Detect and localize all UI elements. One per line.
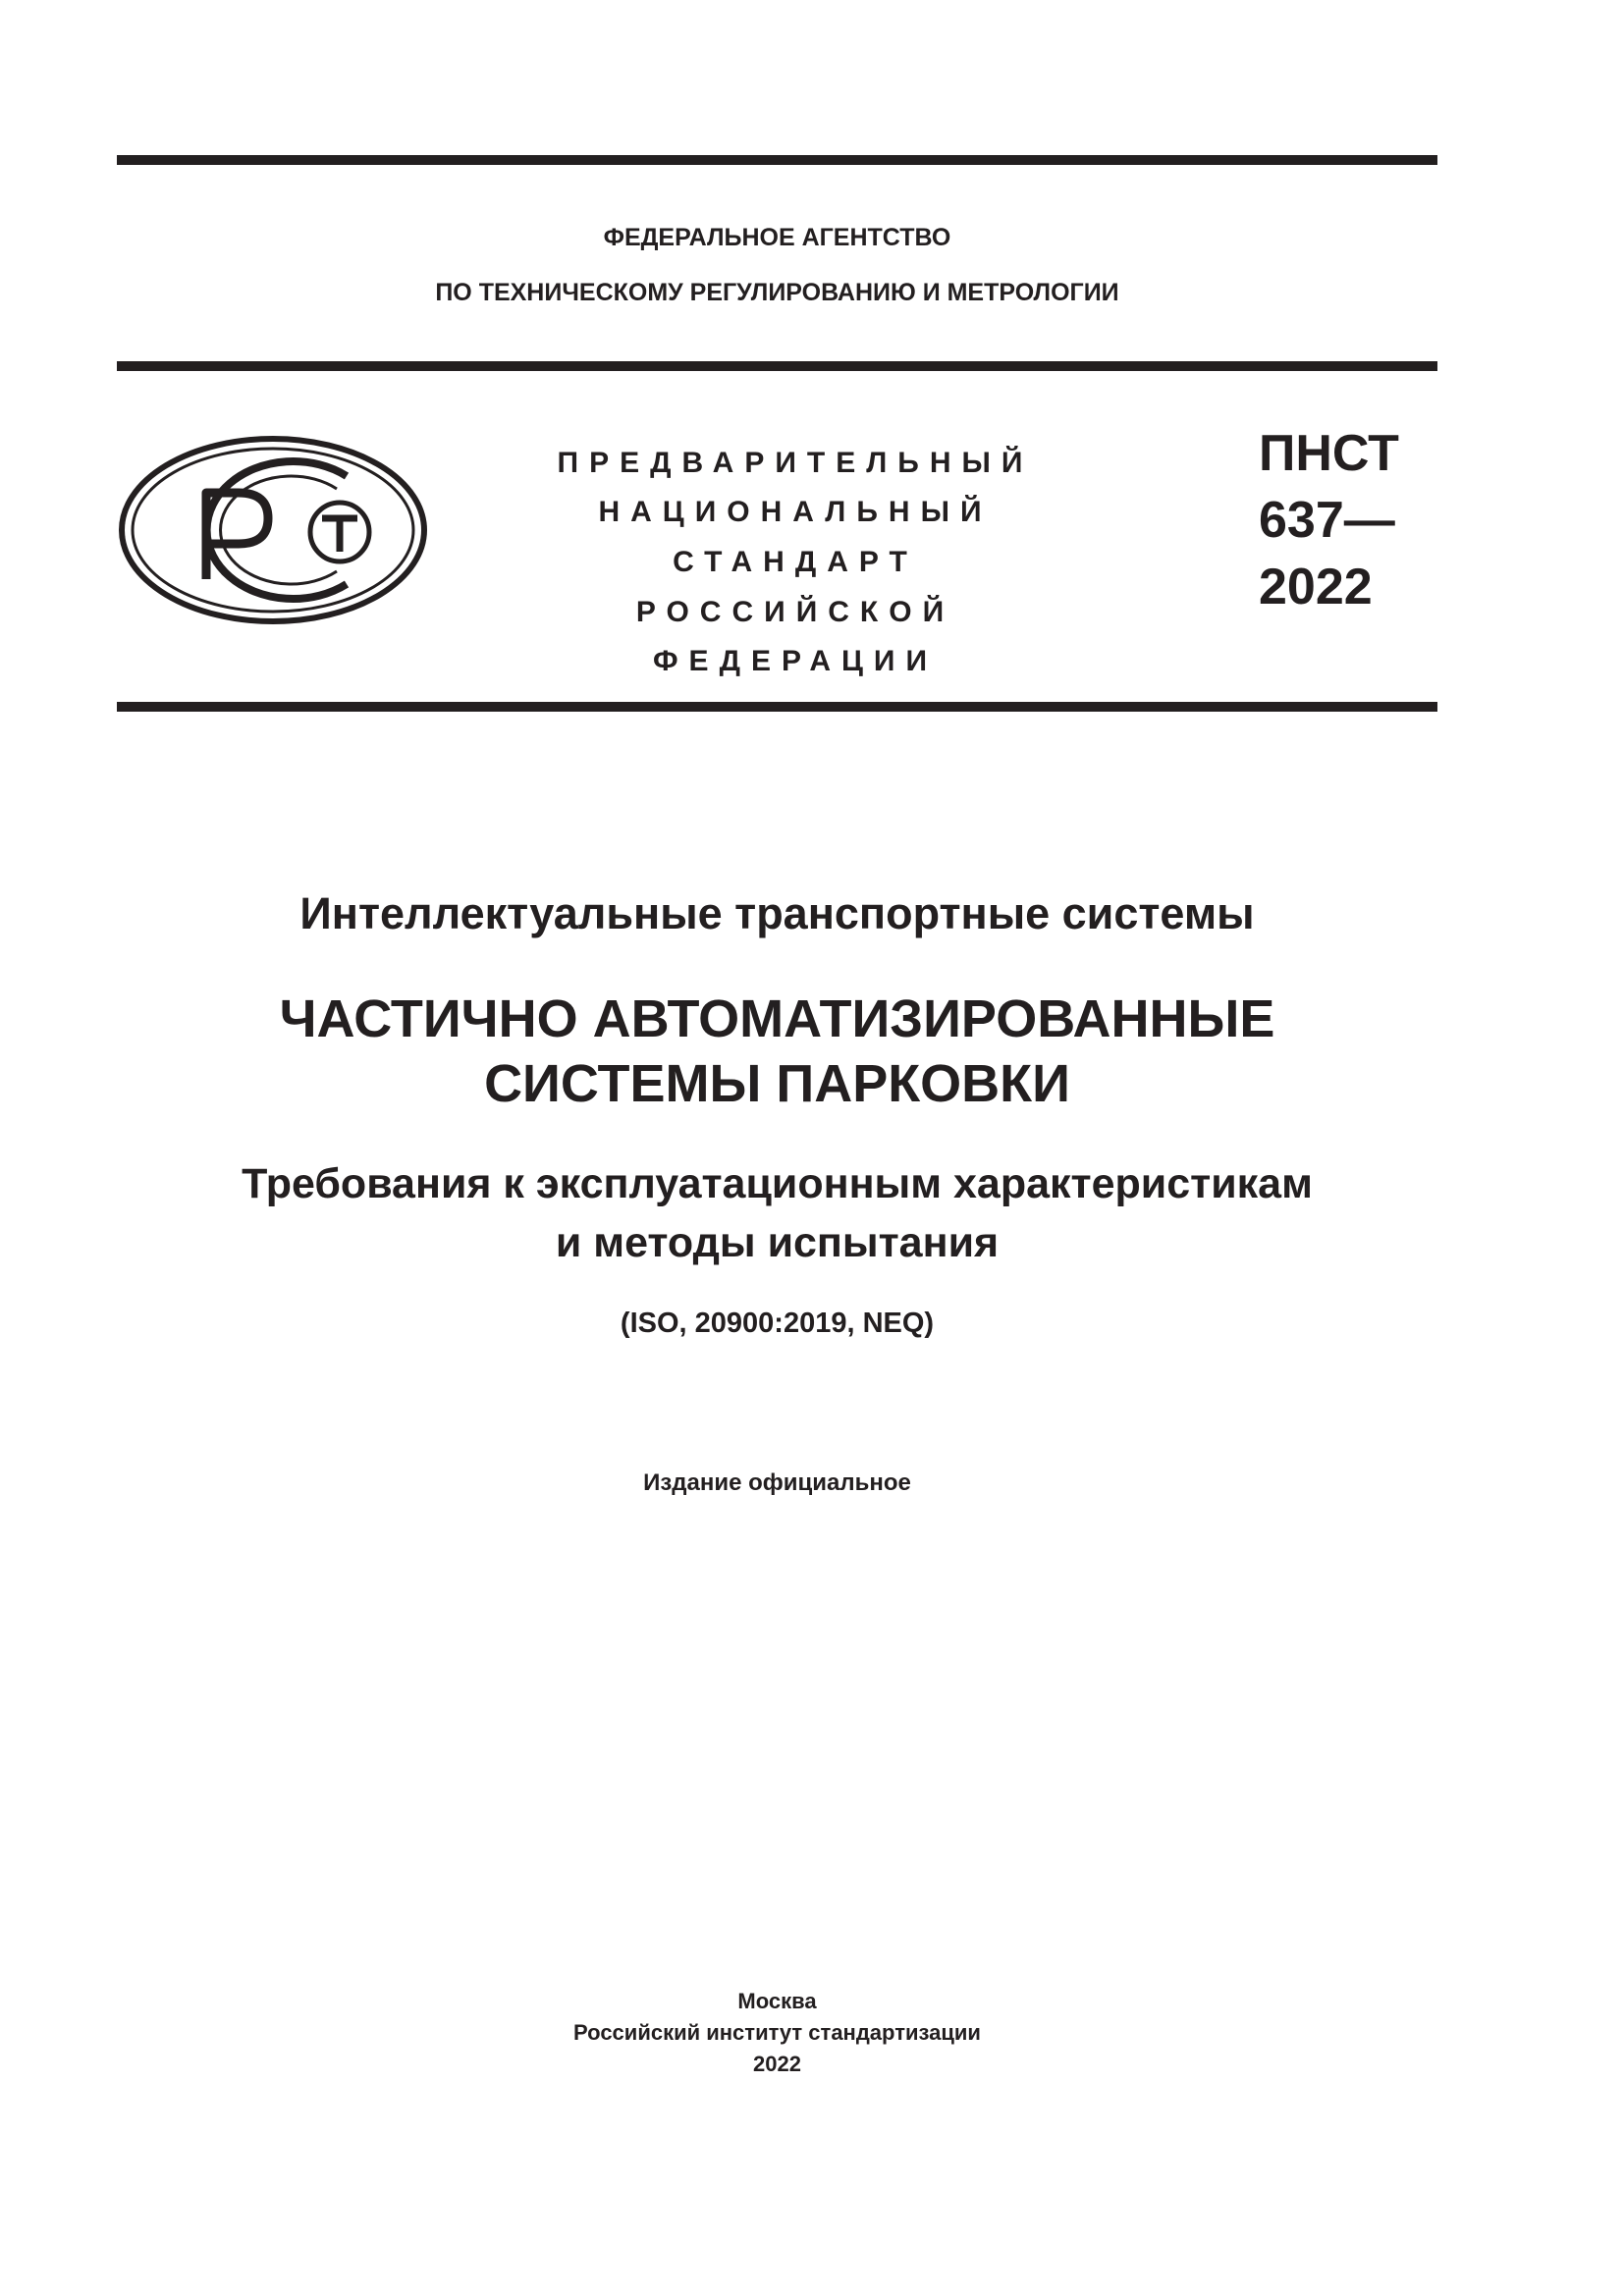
- standard-designation-line-3: 2022: [1259, 559, 1373, 615]
- imprint-city: Москва: [737, 1989, 817, 2013]
- gost-r-emblem-icon: [116, 432, 430, 628]
- subtitle-line-2: и методы испытания: [555, 1219, 1000, 1266]
- standard-type-line-4: РОССИЙСКОЙ: [635, 596, 955, 628]
- subtitle-line-1: Требования к эксплуатационным характеристикам: [242, 1160, 1313, 1207]
- standard-type-line-5: ФЕДЕРАЦИИ: [652, 645, 939, 677]
- imprint-publisher: Российский институт стандартизации: [573, 2020, 981, 2045]
- main-title-line-1: ЧАСТИЧНО АВТОМАТИЗИРОВАННЫЕ: [279, 989, 1275, 1048]
- agency-line-1: ФЕДЕРАЛЬНОЕ АГЕНТСТВО: [603, 224, 951, 251]
- imprint-year: 2022: [753, 2052, 801, 2076]
- header-rule: [117, 361, 1437, 371]
- standard-designation-line-1: ПНСТ: [1259, 425, 1399, 482]
- series-title: Интеллектуальные транспортные системы: [299, 888, 1255, 938]
- standard-designation-line-2: 637—: [1259, 492, 1395, 549]
- edition-note: Издание официальное: [643, 1469, 911, 1496]
- international-reference: (ISO, 20900:2019, NEQ): [620, 1308, 935, 1339]
- top-rule: [117, 155, 1437, 165]
- standard-type-line-1: ПРЕДВАРИТЕЛЬНЫЙ: [557, 447, 1034, 479]
- agency-line-2: ПО ТЕХНИЧЕСКОМУ РЕГУЛИРОВАНИЮ И МЕТРОЛОГИИ: [435, 279, 1119, 306]
- standard-type-line-2: НАЦИОНАЛЬНЫЙ: [598, 496, 993, 528]
- standard-type-line-3: СТАНДАРТ: [673, 546, 918, 578]
- main-title-line-2: СИСТЕМЫ ПАРКОВКИ: [484, 1054, 1070, 1113]
- section-rule: [117, 702, 1437, 712]
